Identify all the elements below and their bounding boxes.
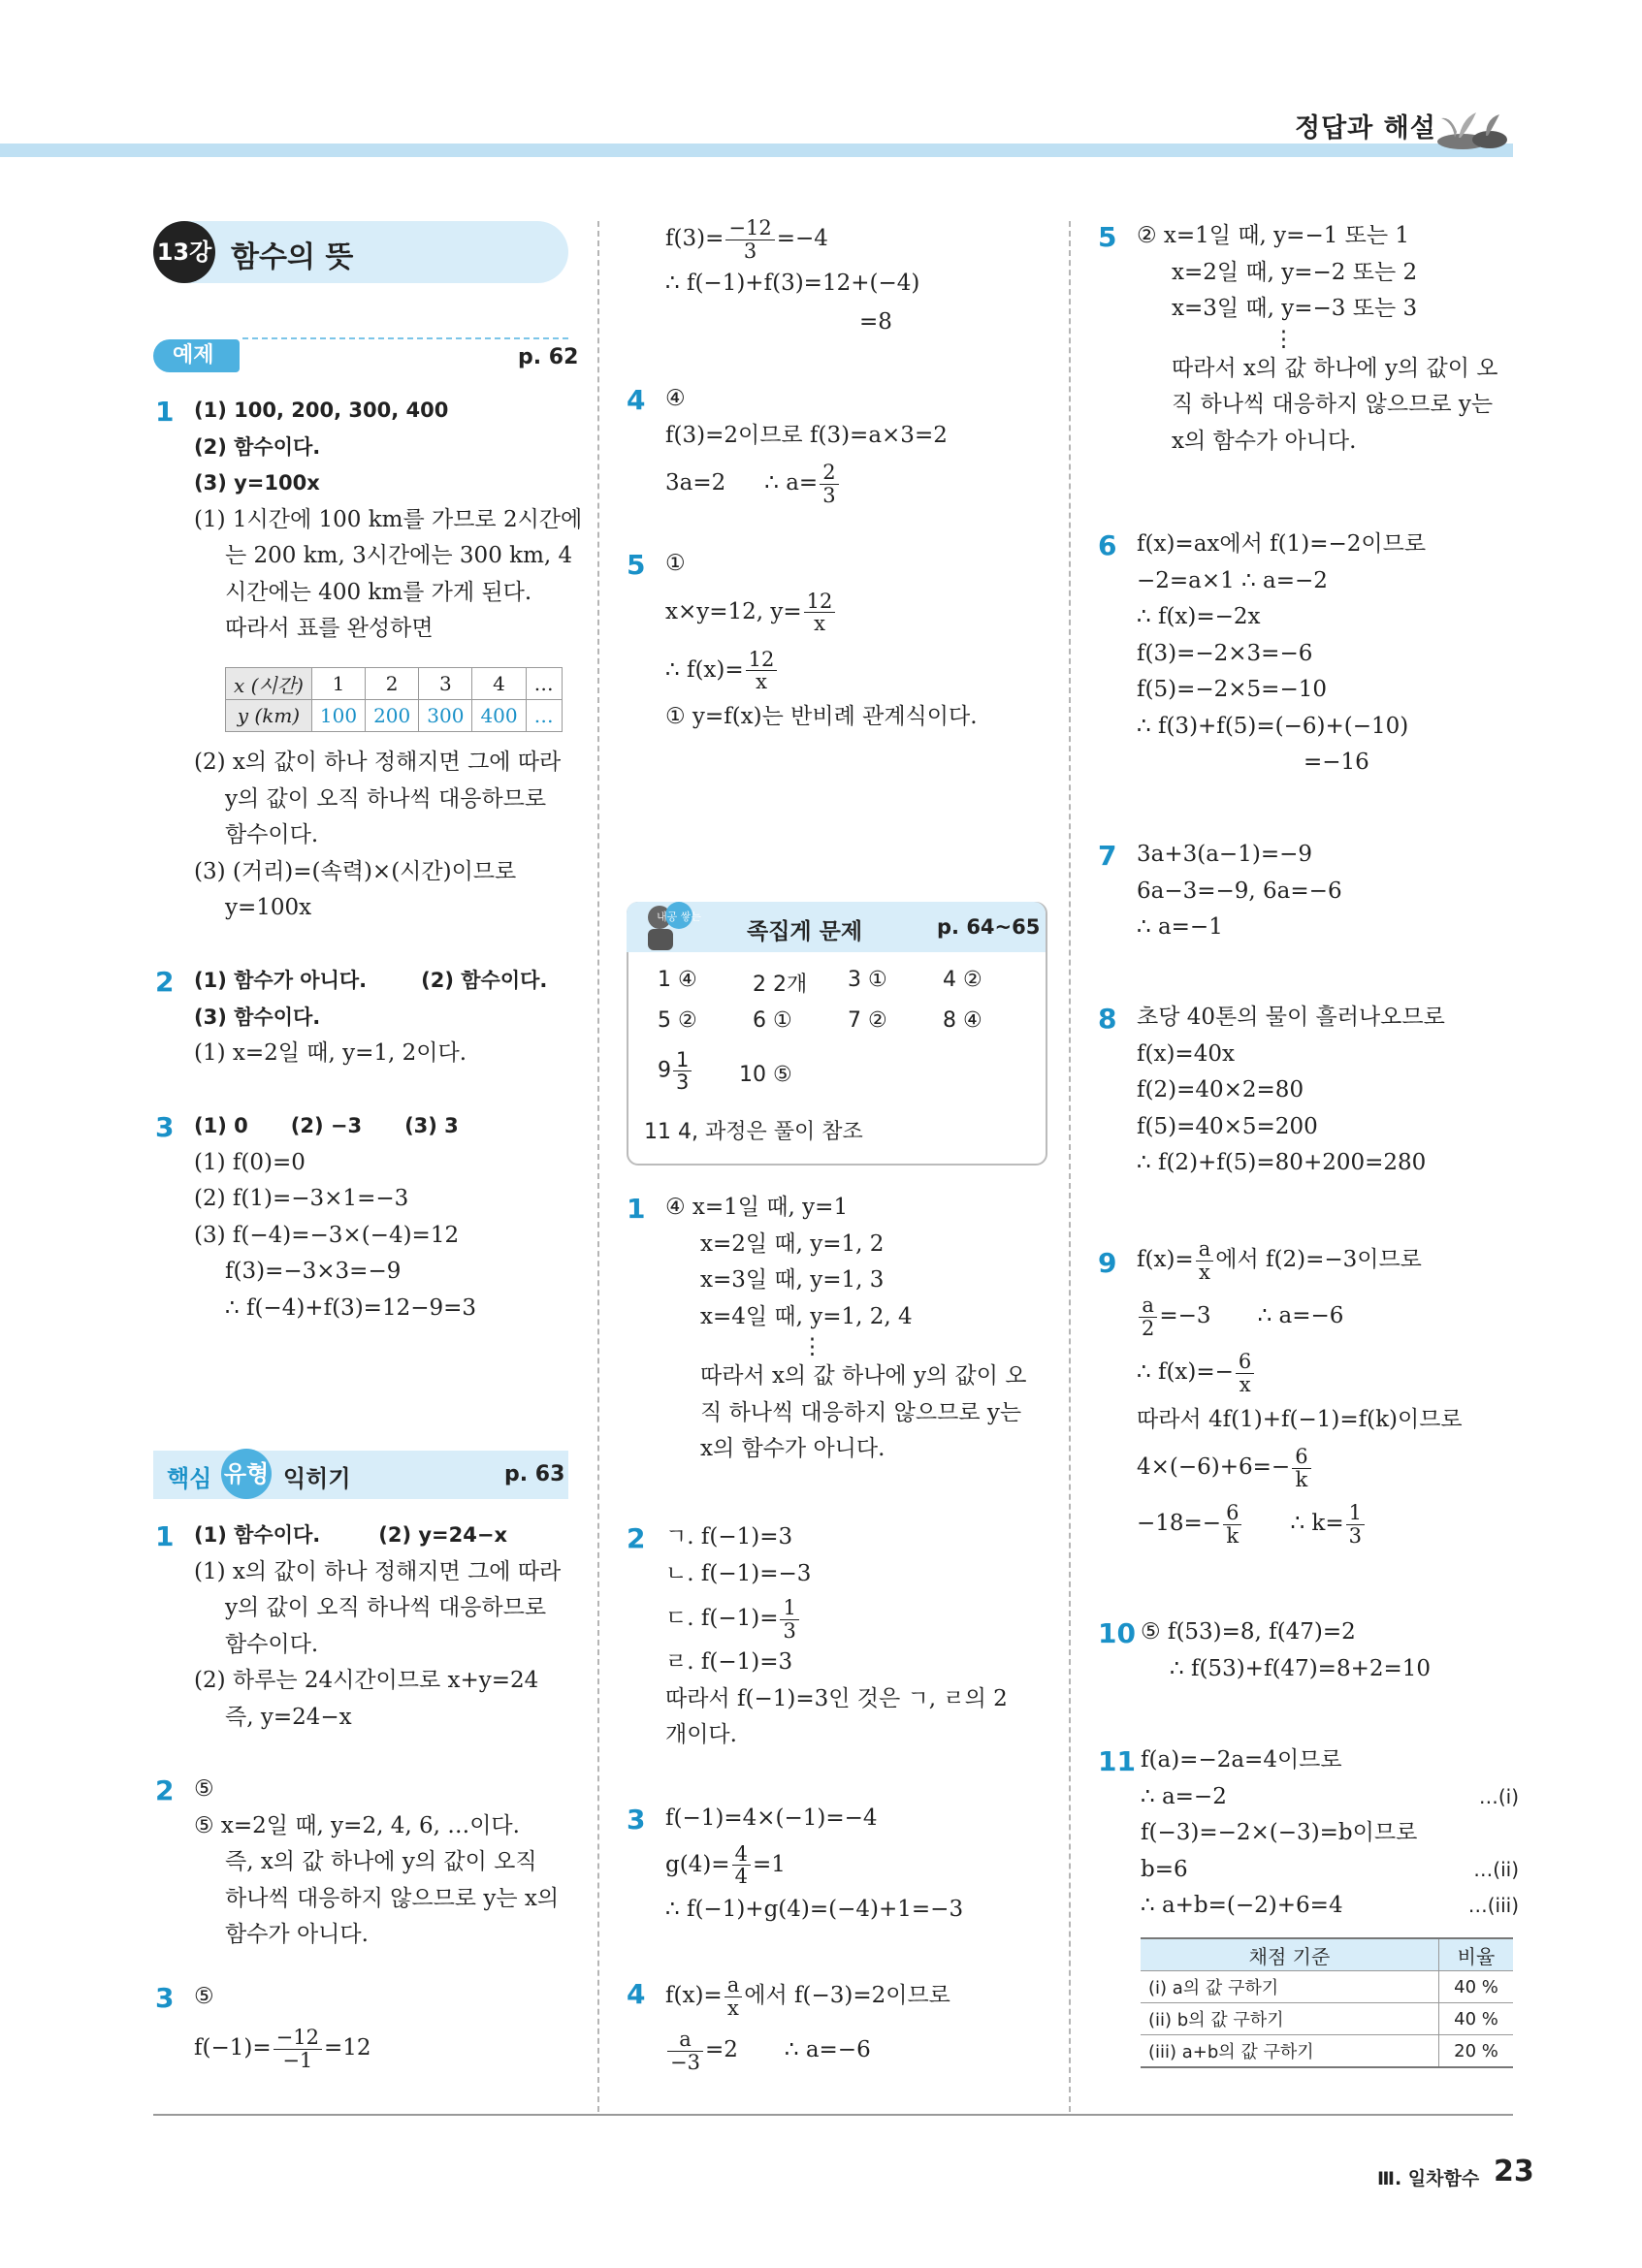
summary-item: 2 2개 <box>753 973 808 997</box>
explain-line: =8 <box>859 309 892 335</box>
explain-line: ∴ f(−1)+f(3)=12+(−4) <box>665 271 920 296</box>
explain-line: ⑤ f(53)=8, f(47)=2 <box>1141 1619 1356 1645</box>
fraction <box>1196 1238 1214 1282</box>
explain-line: −2=a×1 ∴ a=−2 <box>1137 567 1328 593</box>
fraction-denominator: k <box>1295 1467 1308 1491</box>
explain-line: 함수이다. <box>225 822 319 847</box>
summary-item-9 <box>658 1049 693 1093</box>
explain-line: f(5)=40×5=200 <box>1137 1113 1318 1139</box>
explain-line: 3a+3(a−1)=−9 <box>1137 842 1312 867</box>
summary-item: 5 ② <box>658 1008 697 1033</box>
problem-number: 7 <box>1098 840 1117 872</box>
answer-line: (2) 함수이다. <box>421 969 548 992</box>
equation-text: −18=− <box>1137 1511 1222 1536</box>
fraction-numerator: 6 <box>1236 1351 1254 1373</box>
explain-line: f(3)=2이므로 f(3)=a×3=2 <box>665 422 948 448</box>
fraction-denominator: k <box>1226 1523 1240 1548</box>
answer-line: (3) y=100x <box>194 471 320 495</box>
grading-criterion: (i) a의 값 구하기 <box>1141 1971 1439 2003</box>
explain-line: 직 하나씩 대응하지 않으므로 y는 <box>1172 392 1494 417</box>
grading-table <box>1141 1937 1513 2068</box>
fraction-numerator: 4 <box>732 1843 751 1866</box>
explain-line: y의 값이 오직 하나씩 대응하므로 <box>225 1595 547 1620</box>
fraction <box>1292 1446 1310 1489</box>
explain-line: ② x=1일 때, y=−1 또는 1 <box>1137 223 1410 248</box>
drill-4 <box>665 1968 950 2077</box>
example-2 <box>194 963 547 1072</box>
core-2 <box>194 1772 559 1954</box>
explain-line: y=100x <box>225 895 312 920</box>
equation-text: ∴ a= <box>764 470 819 495</box>
explain-line: (1) x=2일 때, y=1, 2이다. <box>194 1040 467 1066</box>
explain-line: 따라서 표를 완성하면 <box>225 616 434 641</box>
explain-line: ∴ f(3)+f(5)=(−6)+(−10) <box>1137 713 1409 739</box>
drill-10 <box>1141 1614 1431 1687</box>
section-dash <box>242 337 568 339</box>
equation-text: =−3 <box>1159 1303 1211 1328</box>
fraction-numerator: 1 <box>1346 1502 1365 1524</box>
core-1 <box>194 1517 561 1736</box>
fraction <box>1139 1294 1157 1338</box>
explain-line: ⋮ <box>1272 326 1295 352</box>
answer-line: (1) 함수이다. <box>194 1523 321 1547</box>
explain-line: ① y=f(x)는 반비례 관계식이다. <box>665 703 978 729</box>
drill-1 <box>665 1190 1026 1468</box>
fraction-numerator: −12 <box>274 2027 322 2049</box>
explain-line: 함수가 아니다. <box>225 1922 369 1947</box>
problem-number: 2 <box>155 966 175 998</box>
explain-line: 따라서 f(−1)=3인 것은 ㄱ, ㄹ의 2 <box>665 1685 1008 1711</box>
problem-number: 10 <box>1098 1617 1136 1649</box>
explain-line: ∴ f(2)+f(5)=80+200=280 <box>1137 1150 1427 1175</box>
speed-table <box>225 667 563 732</box>
drill-9 <box>1137 1231 1463 1551</box>
explain-line: f(−1)=4×(−1)=−4 <box>665 1805 878 1831</box>
explain-line: 즉, x의 값 하나에 y의 값이 오직 <box>225 1849 537 1874</box>
fraction-denominator: x <box>1239 1372 1251 1396</box>
fraction-denominator: x <box>727 1996 739 2020</box>
fraction <box>820 462 838 505</box>
answer-line: (1) 0 <box>194 1114 248 1137</box>
explain-line: (1) 1시간에 100 km를 가므로 2시간에 <box>194 506 583 532</box>
drill-6 <box>1137 527 1426 782</box>
footer-section: Ⅲ. 일차함수 <box>1377 2168 1480 2189</box>
fraction-numerator: 2 <box>820 462 838 484</box>
table-cell: 300 <box>419 700 472 732</box>
problem-number: 2 <box>155 1774 175 1806</box>
problem-number: 4 <box>627 384 646 416</box>
explain-line: 시간에는 400 km를 가게 된다. <box>225 579 532 605</box>
core-title-prefix: 핵심 <box>167 1465 212 1492</box>
explain-line: x=3일 때, y=−3 또는 3 <box>1172 296 1418 321</box>
explain-line: 직 하나씩 대응하지 않으므로 y는 <box>700 1399 1022 1425</box>
explain-line: (3) f(−4)=−3×(−4)=12 <box>194 1222 460 1248</box>
example-1-cont <box>194 745 561 927</box>
core-title-badge: 유형 <box>221 1449 272 1499</box>
table-header: y (km) <box>226 700 312 732</box>
problem-number: 4 <box>627 1978 646 2010</box>
table-cell: … <box>526 668 562 700</box>
table-cell: 200 <box>366 700 419 732</box>
explain-line: 따라서 4f(1)+f(−1)=f(k)이므로 <box>1137 1407 1463 1432</box>
explain-line: f(a)=−2a=4이므로 <box>1141 1747 1342 1773</box>
fraction-denominator: 4 <box>734 1865 748 1888</box>
core-3-eq <box>194 2023 371 2073</box>
fraction <box>1223 1502 1241 1546</box>
explain-line: (1) x의 값이 하나 정해지면 그에 따라 <box>194 1558 562 1584</box>
explain-line: ∴ f(−4)+f(3)=12−9=3 <box>225 1294 477 1321</box>
summary-item: 8 ④ <box>943 1008 982 1033</box>
explain-line: f(x)=ax에서 f(1)=−2이므로 <box>1137 531 1427 557</box>
example-1 <box>194 393 582 648</box>
fraction-denominator: x <box>814 612 825 635</box>
grading-criterion: (iii) a+b의 값 구하기 <box>1141 2035 1439 2068</box>
problem-number: 9 <box>1098 1247 1117 1279</box>
explain-line: ⑤ x=2일 때, y=2, 4, 6, …이다. <box>194 1812 520 1838</box>
problem-number: 1 <box>155 396 175 428</box>
problem-number: 8 <box>1098 1003 1117 1035</box>
explain-line: x=2일 때, y=1, 2 <box>700 1230 885 1257</box>
bottom-rule <box>153 2114 1513 2116</box>
answer-line: ① <box>665 551 686 576</box>
problem-number: 11 <box>1098 1745 1136 1777</box>
fraction-numerator: 1 <box>673 1049 692 1071</box>
explain-line: (1) f(0)=0 <box>194 1149 306 1175</box>
explain-line: 따라서 x의 값 하나에 y의 값이 오 <box>700 1363 1027 1389</box>
core-page: p. 63 <box>504 1462 565 1486</box>
fraction-numerator: 12 <box>746 649 778 671</box>
equation-text: ∴ a=−6 <box>1257 1303 1344 1328</box>
explain-line: (2) x의 값이 하나 정해지면 그에 따라 <box>194 750 562 775</box>
core-3-cont <box>665 213 919 341</box>
summary-item: 6 ① <box>753 1008 792 1033</box>
explain-line: ㄴ. f(−1)=−3 <box>665 1560 812 1586</box>
explain-line: x=2일 때, y=−2 또는 2 <box>1172 259 1418 285</box>
explain-line: 는 200 km, 3시간에는 300 km, 4 <box>225 543 573 568</box>
explain-line: f(3)=−2×3=−6 <box>1137 640 1313 666</box>
core-5 <box>665 546 978 735</box>
column-divider <box>1069 221 1071 2112</box>
summary-item: 11 4, 과정은 풀이 참조 <box>644 1120 863 1144</box>
fraction-denominator: −3 <box>670 2050 700 2074</box>
explain-line: (2) 하루는 24시간이므로 x+y=24 <box>194 1668 539 1693</box>
summary-item: 3 ① <box>848 968 887 992</box>
table-cell: 100 <box>311 700 365 732</box>
summary-item: 4 ② <box>943 968 982 992</box>
answer-line: (3) 3 <box>404 1114 459 1137</box>
problem-number: 5 <box>627 549 646 581</box>
fraction-denominator: 3 <box>822 483 836 507</box>
core-title-suffix: 익히기 <box>283 1465 351 1492</box>
table-cell: … <box>526 700 562 732</box>
answer-line: (1) 100, 200, 300, 400 <box>194 399 449 422</box>
problem-number: 1 <box>627 1193 646 1225</box>
explain-line: ㄱ. f(−1)=3 <box>665 1524 793 1549</box>
fraction-numerator: 1 <box>780 1597 798 1619</box>
fraction <box>732 1843 751 1887</box>
grading-ratio: 40 % <box>1439 1971 1514 2003</box>
lesson-title-bar <box>153 221 568 283</box>
summary-title: 족집게 문제 <box>747 919 863 944</box>
fraction-numerator: a <box>724 1974 743 1996</box>
problem-number: 3 <box>155 1982 175 2014</box>
explain-line: ∴ f(x)=−2x <box>1137 604 1261 629</box>
explain-line: x의 함수가 아니다. <box>700 1436 885 1461</box>
answer-line: (2) −3 <box>290 1114 363 1137</box>
equation-text: g(4)= <box>665 1851 730 1877</box>
answer-line: (2) y=24−x <box>378 1523 508 1547</box>
explain-line: f(2)=40×2=80 <box>1137 1077 1304 1102</box>
grading-ratio: 40 % <box>1439 2003 1514 2035</box>
core-3-answer <box>194 1979 214 2016</box>
page-number: 23 <box>1494 2155 1534 2188</box>
explain-line: ㄹ. f(−1)=3 <box>665 1649 793 1675</box>
grading-header: 채점 기준 <box>1141 1938 1439 1971</box>
equation-text: ∴ f(x)=− <box>1137 1359 1234 1385</box>
answer-line: (1) 함수가 아니다. <box>194 969 368 992</box>
summary-item: 1 ④ <box>658 968 697 992</box>
grading-header: 비율 <box>1439 1938 1514 1971</box>
example-3 <box>194 1108 476 1326</box>
lesson-title: 함수의 뜻 <box>231 240 354 274</box>
table-cell: 4 <box>472 668 526 700</box>
drill-3 <box>665 1801 963 1928</box>
grading-ratio: 20 % <box>1439 2035 1514 2068</box>
summary-item-label: 9 <box>658 1058 671 1083</box>
explain-line: 개이다. <box>665 1722 737 1747</box>
explain-line: ∴ a=−1 <box>1137 914 1223 940</box>
equation-text: f(x)= <box>1137 1247 1194 1272</box>
explain-line: 하나씩 대응하지 않으므로 y는 x의 <box>225 1885 560 1911</box>
explain-line: 즉, y=24−x <box>225 1704 352 1730</box>
drill-5 <box>1137 218 1497 460</box>
equation-text: ∴ a=−6 <box>784 2037 871 2062</box>
explain-line: f(−3)=−2×(−3)=b이므로 <box>1141 1820 1418 1845</box>
equation-text: f(−1)= <box>194 2035 272 2060</box>
summary-item: 10 ⑤ <box>739 1063 792 1087</box>
answer-line: (2) 함수이다. <box>194 434 321 459</box>
drill-8 <box>1137 1000 1445 1182</box>
example-page: p. 62 <box>518 345 579 369</box>
header-title: 정답과 해설 <box>1295 113 1436 144</box>
equation-text: =12 <box>323 2035 371 2060</box>
fraction-denominator: 3 <box>743 239 757 263</box>
fraction-denominator: 3 <box>783 1618 796 1643</box>
fraction <box>667 2028 703 2072</box>
fraction <box>1346 1502 1365 1546</box>
explain-line: ④ x=1일 때, y=1 <box>665 1195 849 1220</box>
explain-line: 함수이다. <box>225 1631 319 1657</box>
problem-number: 6 <box>1098 529 1117 561</box>
equation-text: =1 <box>752 1851 786 1877</box>
answer-line: ④ <box>665 386 686 411</box>
table-header: x (시간) <box>226 668 312 700</box>
answer-line: ⑤ <box>194 1984 214 2009</box>
explain-line: f(5)=−2×5=−10 <box>1137 677 1327 702</box>
step-marker: …(i) <box>1478 1784 1519 1808</box>
equation-text: =−4 <box>776 226 828 251</box>
example-tag: 예제 <box>153 339 240 372</box>
fraction-denominator: 3 <box>1348 1523 1362 1548</box>
drill-11 <box>1141 1742 1519 1925</box>
fraction-denominator: −1 <box>282 2048 313 2072</box>
explain-line: ∴ a=−2 <box>1141 1783 1227 1809</box>
table-cell: 3 <box>419 668 472 700</box>
fraction-numerator: a <box>1196 1238 1214 1261</box>
fraction-numerator: a <box>1139 1294 1157 1317</box>
problem-number: 1 <box>155 1520 175 1552</box>
explain-line: 6a−3=−9, 6a=−6 <box>1137 878 1342 904</box>
fraction <box>274 2027 322 2070</box>
explain-line: x=3일 때, y=1, 3 <box>700 1267 885 1293</box>
equation-text: ∴ f(x)= <box>665 656 744 683</box>
grading-criterion: (ii) b의 값 구하기 <box>1141 2003 1439 2035</box>
fraction-denominator: 2 <box>1142 1316 1155 1340</box>
step-marker: …(ii) <box>1473 1857 1519 1881</box>
equation-text: ㄷ. f(−1)= <box>665 1606 779 1631</box>
drill-7 <box>1137 837 1342 946</box>
drill-2 <box>665 1519 1008 1754</box>
explain-line: (3) (거리)=(속력)×(시간)이므로 <box>194 858 517 884</box>
explain-line: =−16 <box>1304 750 1369 775</box>
explain-line: ∴ a+b=(−2)+6=4 <box>1141 1893 1343 1918</box>
explain-line: ∴ f(53)+f(47)=8+2=10 <box>1170 1655 1432 1681</box>
fraction <box>724 1974 743 2018</box>
equation-text: f(x)= <box>665 1983 723 2008</box>
equation-text: ∴ k= <box>1290 1511 1344 1536</box>
student-icon <box>640 896 702 954</box>
explain-line: ∴ f(−1)+g(4)=(−4)+1=−3 <box>665 1896 964 1922</box>
equation-text: 에서 f(−3)=2이므로 <box>744 1983 950 2008</box>
equation-text: f(3)= <box>665 226 724 251</box>
answer-line: (3) 함수이다. <box>194 1005 321 1029</box>
fraction-denominator: 3 <box>676 1070 690 1095</box>
explain-line: 초당 40톤의 물이 흘러나오므로 <box>1137 1005 1445 1030</box>
explain-line: f(3)=−3×3=−9 <box>225 1259 402 1284</box>
fraction-numerator: 6 <box>1292 1446 1310 1468</box>
explain-line: (2) f(1)=−3×1=−3 <box>194 1186 409 1211</box>
explain-line: y의 값이 오직 하나씩 대응하므로 <box>225 785 547 812</box>
fraction-numerator: −12 <box>725 217 774 240</box>
equation-text: =2 <box>704 2037 738 2062</box>
explain-line: x의 함수가 아니다. <box>1172 428 1357 454</box>
fraction <box>725 217 774 261</box>
explain-line: ⋮ <box>801 1334 823 1359</box>
summary-page: p. 64~65 <box>937 915 1041 939</box>
equation-text: 3a=2 <box>665 470 726 495</box>
equation-text: x×y=12, y= <box>665 598 802 624</box>
table-cell: 400 <box>472 700 526 732</box>
equation-text: 4×(−6)+6=− <box>1137 1454 1291 1480</box>
lesson-badge: 13강 <box>153 221 215 283</box>
explain-line: x=4일 때, y=1, 2, 4 <box>700 1303 913 1329</box>
fraction-numerator: 6 <box>1223 1502 1241 1524</box>
core-4 <box>665 381 948 512</box>
table-cell: 2 <box>366 668 419 700</box>
problem-number: 5 <box>1098 221 1117 253</box>
explain-line: b=6 <box>1141 1856 1188 1882</box>
fraction-numerator: 12 <box>804 591 836 613</box>
sprout-icon <box>1433 99 1511 149</box>
fraction <box>1236 1351 1254 1394</box>
explain-line: 따라서 x의 값 하나에 y의 값이 오 <box>1172 355 1498 381</box>
fraction <box>746 649 778 692</box>
fraction <box>804 591 836 634</box>
icon-label: 내공 쌓는 <box>656 910 702 923</box>
fraction-denominator: x <box>756 670 767 693</box>
problem-number: 3 <box>627 1804 646 1836</box>
fraction-numerator: a <box>667 2028 703 2051</box>
fraction-denominator: x <box>1199 1260 1210 1284</box>
header-bar <box>0 144 1513 157</box>
fraction <box>673 1049 692 1093</box>
fraction <box>780 1597 798 1641</box>
step-marker: …(iii) <box>1467 1894 1519 1917</box>
problem-number: 2 <box>627 1522 646 1554</box>
column-divider <box>597 221 599 2112</box>
equation-text: 에서 f(2)=−3이므로 <box>1215 1247 1422 1272</box>
table-cell: 1 <box>311 668 365 700</box>
summary-item: 7 ② <box>848 1008 887 1033</box>
problem-number: 3 <box>155 1111 175 1143</box>
answer-line: ⑤ <box>194 1776 214 1802</box>
explain-line: f(x)=40x <box>1137 1040 1235 1067</box>
